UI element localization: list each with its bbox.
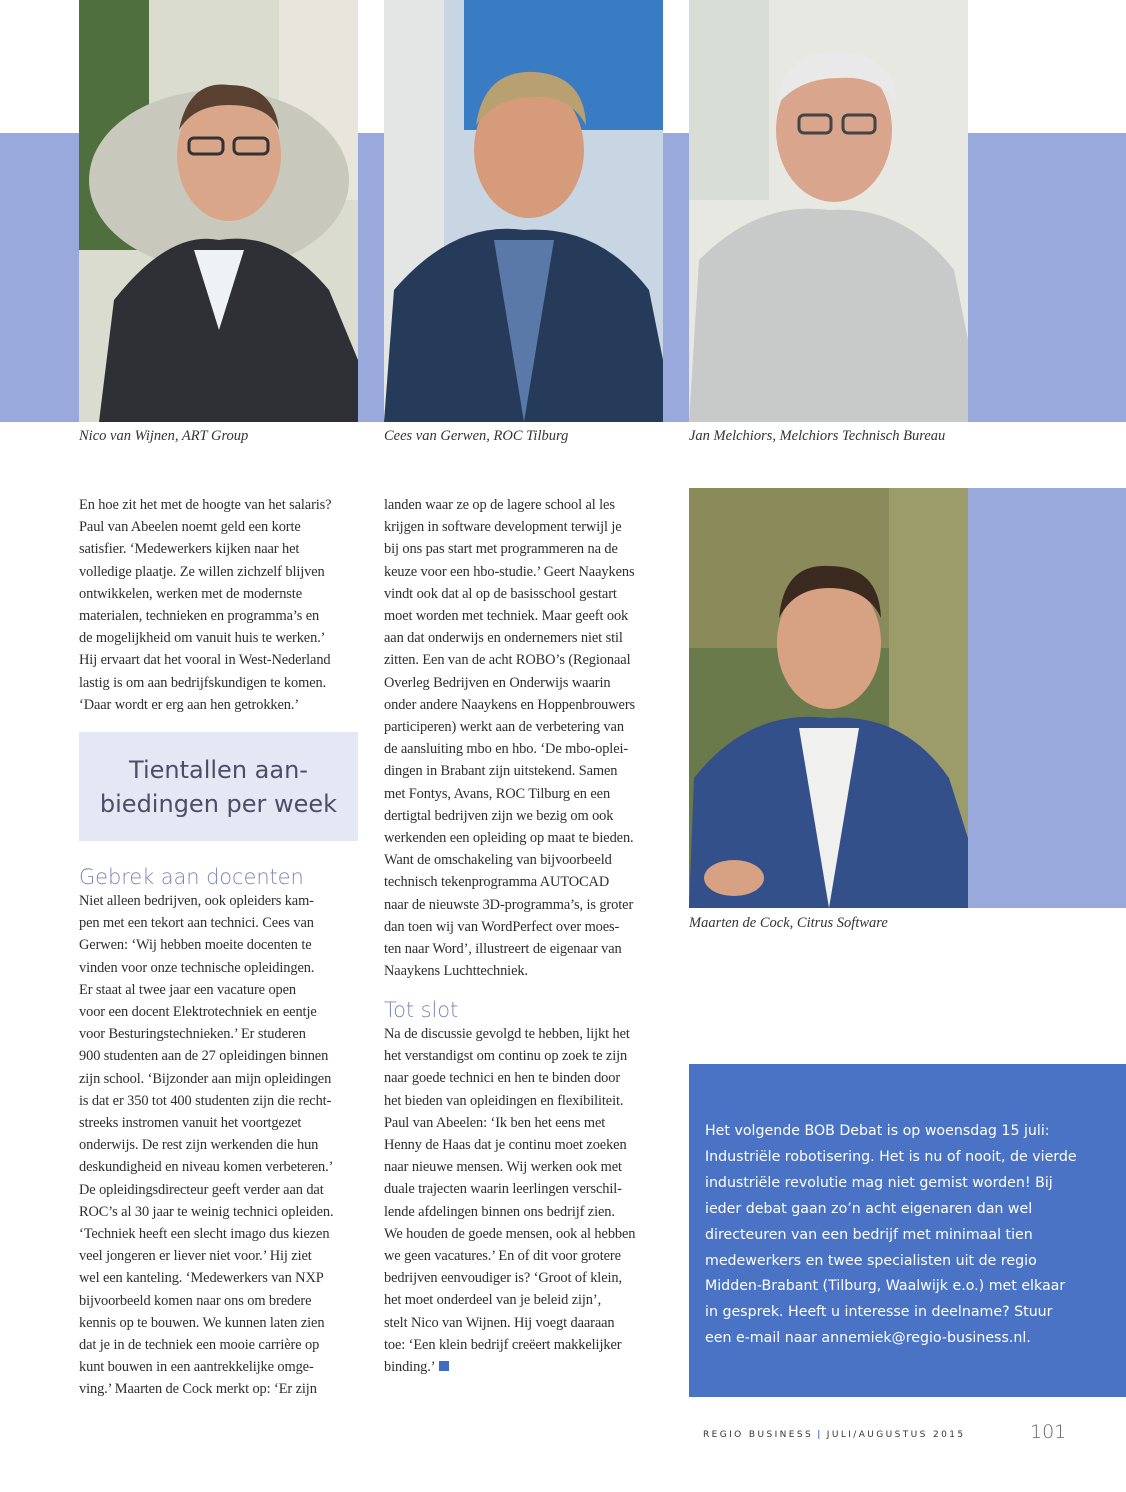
section-heading: Gebrek aan docenten [79,865,304,889]
text-line: Want de omschakeling van bijvoorbeeld [384,852,612,869]
text-line: ving.’ Maarten de Cock merkt op: ‘Er zijn [79,1381,317,1398]
text-line: zitten. Een van de acht ROBO’s (Regionaal [384,652,631,669]
text-line: bedrijven eenvoudiger is? ‘Groot of klein, [384,1270,622,1287]
text-line: bij ons pas start met programmeren na de [384,541,618,558]
article-column-1-section [79,864,361,1401]
text-line: voor Besturingstechnieken.’ Er studeren [79,1026,306,1043]
text-line: dingen in Brabant zijn uitstekend. Samen [384,763,618,780]
info-line: Het volgende BOB Debat is op woensdag 15 juli: [705,1123,1050,1139]
text-line: 900 studenten aan de 27 opleidingen binnen [79,1048,329,1065]
text-line: lastig is om aan bedrijfskundigen te komen. [79,674,327,691]
text-line: kennis op te bouwen. We kunnen laten zien [79,1314,325,1331]
text-line: keuze voor een hbo-studie.’ Geert Naaykens [384,563,635,580]
text-line: streeks instromen vanuit het voortgezet [79,1115,302,1132]
text-line: Paul van Abeelen noemt geld een korte [79,519,301,536]
text-line: de mogelijkheid om vanuit huis te werken.’ [79,630,326,647]
info-line: Midden-Brabant (Tilburg, Waalwijk e.o.) met elkaar [705,1278,1066,1295]
photo-caption: Maarten de Cock, Citrus Software [689,915,888,931]
text-line: naar nieuwe mensen. Wij werken ook met [384,1159,622,1176]
text-line: De opleidingsdirecteur geeft verder aan dat [79,1181,324,1198]
text-line: vindt ook dat al op de basisschool gestart [384,585,617,602]
text-line: toe: ‘Een klein bedrijf creëert makkelijker [384,1336,622,1353]
text-line: naar goede technici en hen te binden door [384,1070,621,1087]
info-line: industriële revolutie mag niet gemist worden! Bij [705,1174,1053,1191]
text-line: dertigtal bedrijven zijn we bezig om ook [384,807,614,824]
info-line: medewerkers en twee specialisten uit de regio [705,1252,1037,1269]
text-line: werkenden een opleiding op maat te bieden. [384,830,634,847]
text-line: aan dat onderwijs en ondernemers niet stil [384,630,623,647]
text-line: Hij ervaart dat het vooral in West-Nederland [79,652,331,669]
article-column-1 [79,494,361,716]
text-line: onder andere Naaykens en Hoppenbrouwers [384,696,636,713]
text-line: Overleg Bedrijven en Onderwijs waarin [384,674,611,691]
text-line: pen met een tekort aan technici. Cees van [79,915,314,932]
text-line: Niet alleen bedrijven, ook opleiders kam- [79,893,314,909]
text-line: Naaykens Luchttechniek. [384,963,528,980]
photo-cees-van-gerwen [384,0,663,422]
text-line [384,1356,666,1378]
issue-label: JULI/AUGUSTUS 2015 [826,1430,966,1440]
photo-caption: Nico van Wijnen, ART Group [79,428,249,444]
article-column-2 [384,494,666,982]
accent-band-right [968,488,1126,908]
text-line: het bieden van opleidingen en flexibiliteit. [384,1092,624,1109]
photo-jan-melchiors [689,0,968,422]
text-line: satisfier. ‘Medewerkers kijken naar het [79,541,300,558]
text-line: participeren) werkt aan de verbetering van [384,719,624,736]
text-line: veel jongeren er liever niet voor.’ Hij ziet [79,1248,312,1265]
text-line: krijgen in software development terwijl je [384,519,622,536]
text-line: ‘Daar wordt er erg aan hen getrokken.’ [79,696,300,713]
info-line: in gesprek. Heeft u interesse in deelname? Stuur [705,1304,1053,1321]
text-line: We houden de goede mensen, ook al hebben [384,1225,636,1242]
text-line: En hoe zit het met de hoogte van het salaris? [79,497,332,513]
text-line: ROC’s al 30 jaar te weinig technici opleiden. [79,1203,334,1220]
text-line: het verstandigst om continu op zoek te zijn [384,1048,628,1065]
text-line: naar de nieuwste 3D-programma’s, is groter [384,896,634,913]
text-line: landen waar ze op de lagere school al les [384,497,615,513]
text-line: duale trajecten waarin leerlingen verschil- [384,1181,622,1198]
text-line: Paul van Abeelen: ‘Ik ben het eens met [384,1114,606,1131]
text-line: vinden voor onze technische opleidingen. [79,959,315,976]
text-line: kunt bouwen in een aantrekkelijke omge- [79,1359,314,1376]
text-line: ‘Techniek heeft een slecht imago dus kiezen [79,1226,330,1243]
text-line: wel een kanteling. ‘Medewerkers van NXP [79,1270,324,1287]
text-line: de aansluiting mbo en hbo. ‘De mbo-oplei- [384,741,629,758]
end-mark-icon [439,1361,449,1371]
text-line: materialen, technieken en programma’s en [79,608,320,625]
pull-quote [79,732,358,841]
intro-paragraph [79,494,361,716]
text-line: dan toen wij van WordPerfect over moes- [384,918,620,935]
text-line: met Fontys, Avans, ROC Tilburg en een [384,785,611,802]
text-line: is dat er 350 tot 400 studenten zijn die recht- [79,1092,332,1109]
text-line: Er staat al twee jaar een vacature open [79,981,297,998]
info-line: Industriële robotisering. Het is nu of nooit, de vierde [705,1148,1077,1165]
text-line-end: binding.’ [384,1359,436,1376]
publication-name: REGIO BUSINESS [703,1430,814,1440]
info-line: ieder debat gaan zo’n acht eigenaren dan wel [705,1200,1033,1217]
text-line: het moet onderdeel van je beleid zijn’, [384,1292,602,1309]
text-line: dat je in de techniek een mooie carrière op [79,1337,320,1354]
article-column-2-section [384,997,666,1378]
text-line: Henny de Haas dat je continu moet zoeken [384,1137,627,1154]
text-line: Gerwen: ‘Wij hebben moeite docenten te [79,937,312,954]
photo-maarten-de-cock [689,488,968,908]
text-line: voor een docent Elektrotechniek en eentje [79,1004,317,1021]
info-line: een e-mail naar annemiek@regio-business.nl. [705,1330,1031,1347]
text-line: zijn school. ‘Bijzonder aan mijn opleidingen [79,1070,332,1087]
footer-separator: | [817,1430,823,1440]
page-number: 101 [1030,1421,1067,1443]
page-footer [703,1430,966,1440]
text-line: bijvoorbeeld komen naar ons om bredere [79,1292,312,1309]
event-info-box [689,1064,1126,1397]
text-line: ten naar Word’, illustreert de eigenaar van [384,941,622,958]
section-heading: Tot slot [384,998,459,1022]
text-line: technisch tekenprogramma AUTOCAD [384,874,610,891]
continued-paragraph [384,494,666,982]
text-line: Na de discussie gevolgd te hebben, lijkt het [384,1026,630,1042]
closing-paragraph [384,1023,666,1378]
photo-caption: Jan Melchiors, Melchiors Technisch Bureau [689,428,946,444]
text-line: ontwikkelen, werken met de modernste [79,585,302,602]
pull-quote-line: biedingen per week [99,789,338,818]
photo-nico-van-wijnen [79,0,358,422]
text-line: onderwijs. De rest zijn werkenden die hun [79,1137,319,1154]
text-line: moet worden met techniek. Maar geeft ook [384,608,629,625]
text-line: deskundigheid en niveau komen verbeteren.’ [79,1159,334,1176]
text-line: we geen vacatures.’ En of dit voor grotere [384,1248,621,1265]
photo-caption: Cees van Gerwen, ROC Tilburg [384,428,569,444]
text-line: volledige plaatje. Ze willen zichzelf blijven [79,563,325,580]
text-line: stelt Nico van Wijnen. Hij voegt daaraan [384,1314,615,1331]
info-line: directeuren van een bedrijf met minimaal tien [705,1226,1033,1243]
section-paragraph [79,890,361,1401]
text-line: lende afdelingen binnen ons bedrijf zien. [384,1203,615,1220]
pull-quote-line: Tientallen aan- [129,755,308,784]
